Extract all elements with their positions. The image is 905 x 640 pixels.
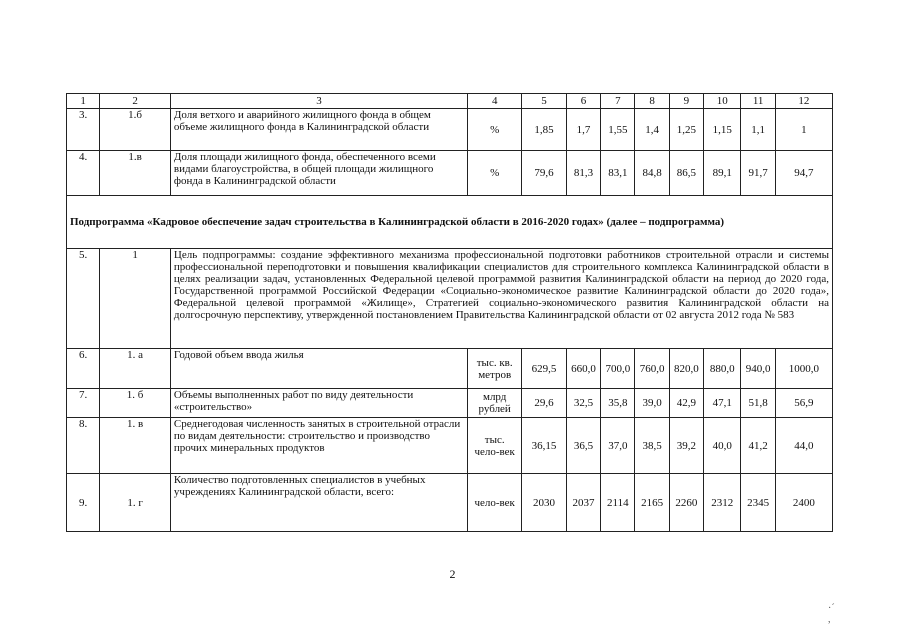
value-cell: 820,0 — [669, 349, 703, 389]
value-cell: 2030 — [522, 474, 567, 532]
header-cell: 5 — [522, 94, 567, 109]
header-cell: 10 — [704, 94, 741, 109]
row-name: Доля площади жилищного фонда, обеспеченного всеми видами благоустройства, в общей площади жилищного фонда в Калининградской области — [170, 151, 467, 196]
header-cell: 3 — [170, 94, 467, 109]
value-cell: 84,8 — [635, 151, 669, 196]
row-number: 4. — [67, 151, 100, 196]
value-cell: 1,85 — [522, 109, 567, 151]
header-cell: 8 — [635, 94, 669, 109]
value-cell: 2037 — [566, 474, 600, 532]
row-unit: тыс. кв. метров — [468, 349, 522, 389]
header-cell: 11 — [741, 94, 775, 109]
table-row — [67, 389, 833, 418]
value-cell: 1 — [775, 109, 832, 151]
header-cell: 12 — [775, 94, 832, 109]
value-cell: 44,0 — [775, 418, 832, 474]
value-cell: 81,3 — [566, 151, 600, 196]
value-cell: 2165 — [635, 474, 669, 532]
page-number: 2 — [449, 567, 456, 581]
value-cell: 40,0 — [704, 418, 741, 474]
row-number: 9. — [67, 474, 100, 532]
header-cell: 2 — [100, 94, 171, 109]
value-cell: 39,0 — [635, 389, 669, 418]
value-cell: 32,5 — [566, 389, 600, 418]
row-unit: чело-век — [468, 474, 522, 532]
value-cell: 91,7 — [741, 151, 775, 196]
value-cell: 41,2 — [741, 418, 775, 474]
value-cell: 2312 — [704, 474, 741, 532]
value-cell: 2400 — [775, 474, 832, 532]
value-cell: 29,6 — [522, 389, 567, 418]
row-code: 1. а — [100, 349, 171, 389]
value-cell: 1,25 — [669, 109, 703, 151]
value-cell: 660,0 — [566, 349, 600, 389]
row-name: Среднегодовая численность занятых в строительной отрасли по видам деятельности: строительство и производство прочих минеральных продуктов — [170, 418, 467, 474]
row-code: 1.в — [100, 151, 171, 196]
value-cell: 47,1 — [704, 389, 741, 418]
subprogram-title: Подпрограмма «Кадровое обеспечение задач строительства в Калининградской области в 2016-2020 годах» (далее – подпрограмма) — [67, 196, 833, 249]
row-number: 6. — [67, 349, 100, 389]
scan-mark: ·´ , — [828, 603, 835, 625]
value-cell: 2114 — [601, 474, 635, 532]
value-cell: 35,8 — [601, 389, 635, 418]
row-name: Годовой объем ввода жилья — [170, 349, 467, 389]
header-cell: 6 — [566, 94, 600, 109]
value-cell: 36,15 — [522, 418, 567, 474]
value-cell: 1,4 — [635, 109, 669, 151]
goal-text: Цель подпрограммы: создание эффективного механизма профессиональной подготовки работников строительной отрасли и системы профессиональной переподготовки и повышения квалификации специалистов для строительного комплекса Калининградской области в целях реализации задач, установленных Федеральной целевой программой развития Калининградской области на период до 2020 года, Государственной программой Российской Федерации «Социально-экономическое развитие Калининградской области до 2020 года», Федеральной целевой программой «Жилище», Стратегией социально-экономического развития Калининградской области на долгосрочную перспективу, утвержденной постановлением Правительства Калининградской области от 02 августа 2012 года № 583 — [170, 249, 832, 349]
goal-row — [67, 249, 833, 349]
table-row — [67, 151, 833, 196]
value-cell: 2260 — [669, 474, 703, 532]
value-cell: 39,2 — [669, 418, 703, 474]
table-row — [67, 474, 833, 532]
row-unit: млрд рублей — [468, 389, 522, 418]
row-name: Доля ветхого и аварийного жилищного фонда в общем объеме жилищного фонда в Калининградской области — [170, 109, 467, 151]
row-code: 1 — [100, 249, 171, 349]
value-cell: 700,0 — [601, 349, 635, 389]
row-unit: % — [468, 109, 522, 151]
row-code: 1. б — [100, 389, 171, 418]
value-cell: 1000,0 — [775, 349, 832, 389]
row-code: 1. г — [100, 474, 171, 532]
indicators-table — [66, 93, 833, 532]
value-cell: 51,8 — [741, 389, 775, 418]
value-cell: 2345 — [741, 474, 775, 532]
value-cell: 56,9 — [775, 389, 832, 418]
row-unit: % — [468, 151, 522, 196]
value-cell: 94,7 — [775, 151, 832, 196]
row-number: 3. — [67, 109, 100, 151]
value-cell: 38,5 — [635, 418, 669, 474]
value-cell: 629,5 — [522, 349, 567, 389]
value-cell: 36,5 — [566, 418, 600, 474]
value-cell: 83,1 — [601, 151, 635, 196]
header-row — [67, 94, 833, 109]
value-cell: 42,9 — [669, 389, 703, 418]
row-unit: тыс. чело-век — [468, 418, 522, 474]
table-row — [67, 418, 833, 474]
value-cell: 79,6 — [522, 151, 567, 196]
header-cell: 7 — [601, 94, 635, 109]
row-name: Количество подготовленных специалистов в учебных учреждениях Калининградской области, всего: — [170, 474, 467, 532]
header-cell: 4 — [468, 94, 522, 109]
row-number: 5. — [67, 249, 100, 349]
value-cell: 1,7 — [566, 109, 600, 151]
value-cell: 1,1 — [741, 109, 775, 151]
value-cell: 940,0 — [741, 349, 775, 389]
value-cell: 1,55 — [601, 109, 635, 151]
row-code: 1. в — [100, 418, 171, 474]
row-name: Объемы выполненных работ по виду деятельности «строительство» — [170, 389, 467, 418]
header-cell: 9 — [669, 94, 703, 109]
value-cell: 1,15 — [704, 109, 741, 151]
row-number: 7. — [67, 389, 100, 418]
header-cell: 1 — [67, 94, 100, 109]
table-row — [67, 109, 833, 151]
row-code: 1.б — [100, 109, 171, 151]
value-cell: 760,0 — [635, 349, 669, 389]
value-cell: 89,1 — [704, 151, 741, 196]
table-row — [67, 349, 833, 389]
value-cell: 880,0 — [704, 349, 741, 389]
value-cell: 37,0 — [601, 418, 635, 474]
value-cell: 86,5 — [669, 151, 703, 196]
row-number: 8. — [67, 418, 100, 474]
subprogram-row — [67, 196, 833, 249]
